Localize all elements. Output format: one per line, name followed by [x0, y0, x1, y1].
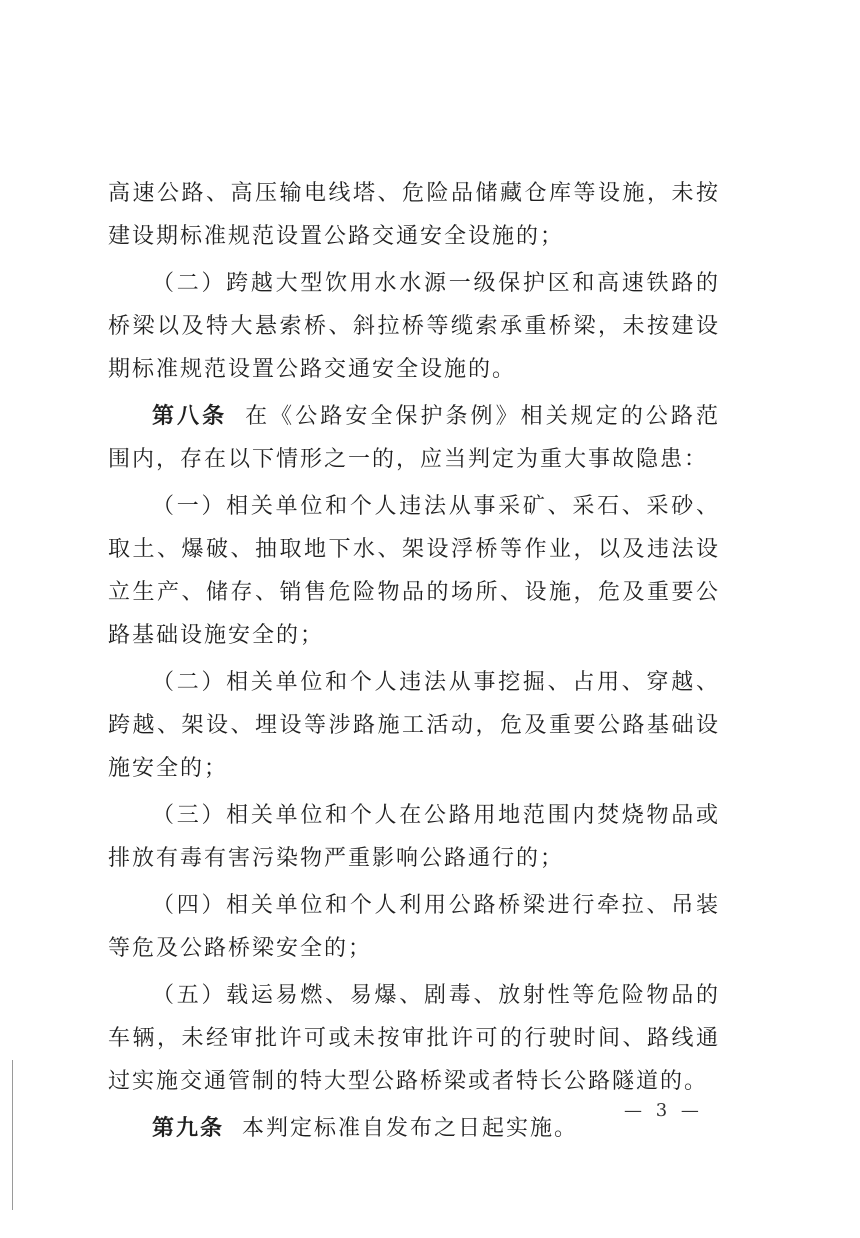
article-heading: 第九条 [152, 1116, 225, 1141]
paragraph-item-3 [108, 794, 720, 880]
paragraph-text: （二）相关单位和个人违法从事挖掘、占用、穿越、跨越、架设、埋设等涉路施工活动，危及重要公路基础设施安全的； [108, 670, 720, 781]
paragraph-item-2b [108, 661, 720, 790]
paragraph-text: （五）载运易燃、易爆、剧毒、放射性等危险物品的车辆，未经审批许可或未按审批许可的行驶时间、路线通过实施交通管制的特大型公路桥梁或者特长公路隧道的。 [108, 983, 720, 1094]
page-number: — 3 — [624, 1100, 703, 1121]
paragraph-item-4 [108, 884, 720, 970]
document-body [108, 172, 720, 1154]
paragraph-item-1 [108, 485, 720, 657]
paragraph-text: 在《公路安全保护条例》相关规定的公路范围内，存在以下情形之一的，应当判定为重大事故隐患： [108, 404, 720, 472]
article-8 [108, 395, 720, 481]
paragraph-text: （二）跨越大型饮用水水源一级保护区和高速铁路的桥梁以及特大悬索桥、斜拉桥等缆索承重桥梁，未按建设期标准规范设置公路交通安全设施的。 [108, 271, 720, 382]
paragraph-text: 本判定标准自发布之日起实施。 [242, 1116, 579, 1141]
paragraph-text: （四）相关单位和个人利用公路桥梁进行牵拉、吊装等危及公路桥梁安全的； [108, 893, 720, 961]
article-heading: 第八条 [152, 404, 228, 429]
paragraph-text: 高速公路、高压输电线塔、危险品储藏仓库等设施，未按建设期标准规范设置公路交通安全设施的； [108, 181, 720, 249]
paragraph-continuation [108, 172, 720, 258]
paragraph-item-5 [108, 974, 720, 1103]
paragraph-text: （一）相关单位和个人违法从事采矿、采石、采砂、取土、爆破、抽取地下水、架设浮桥等作业，以及违法设立生产、储存、销售危险物品的场所、设施，危及重要公路基础设施安全的； [108, 494, 720, 648]
scan-edge-line [12, 1060, 13, 1210]
paragraph-item-2 [108, 262, 720, 391]
paragraph-text: （三）相关单位和个人在公路用地范围内焚烧物品或排放有毒有害污染物严重影响公路通行的； [108, 803, 720, 871]
